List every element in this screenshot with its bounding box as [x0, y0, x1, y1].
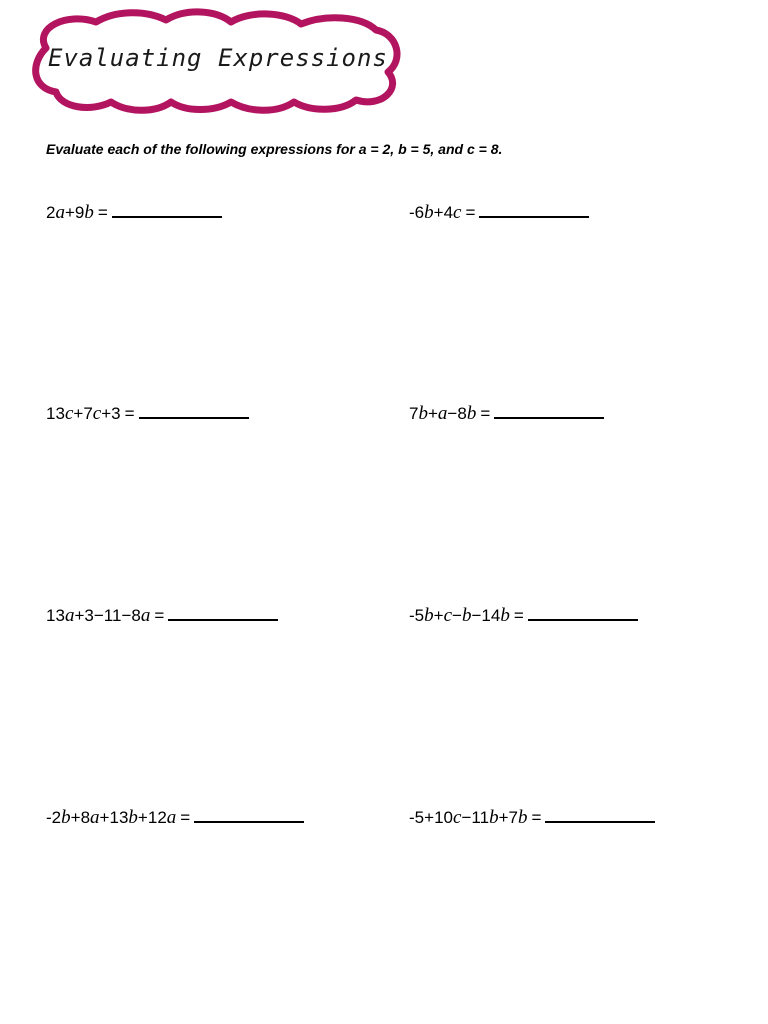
problem-8-answer-blank[interactable] — [545, 820, 655, 823]
problem-6-expression: -5b+c−b−14b — [409, 605, 510, 626]
instructions-c-var: c — [466, 141, 475, 157]
variable-b: b — [466, 403, 477, 424]
problem-4-answer-blank[interactable] — [494, 416, 604, 419]
variable-b: b — [84, 202, 94, 223]
problem-6-answer-blank[interactable] — [528, 618, 638, 621]
variable-b: b — [489, 807, 499, 828]
problem-6 — [409, 605, 638, 627]
problem-4 — [409, 403, 604, 425]
variable-b: b — [128, 807, 138, 828]
problem-2 — [409, 202, 589, 224]
variable-a: a — [140, 605, 151, 626]
problem-5-answer-blank[interactable] — [168, 618, 278, 621]
variable-a: a — [55, 202, 65, 223]
variable-a: a — [437, 403, 448, 424]
variable-c: c — [64, 403, 74, 424]
problem-7 — [46, 807, 304, 829]
problem-2-expression: -6b+4c — [409, 202, 462, 223]
instructions-b-value: = 5, and — [406, 141, 467, 157]
problem-1-answer-blank[interactable] — [112, 215, 222, 218]
problem-3-answer-blank[interactable] — [139, 416, 249, 419]
problem-7-answer-blank[interactable] — [194, 820, 304, 823]
instructions-prefix: Evaluate each of the following expressions for — [46, 141, 359, 157]
instructions-a-value: = 2, — [366, 141, 399, 157]
variable-b: b — [424, 202, 434, 223]
title-cloud — [26, 8, 406, 118]
problem-8 — [409, 807, 655, 829]
problem-5-expression: 13a+3−11−8a — [46, 605, 151, 626]
problem-4-expression: 7b+a−8b — [409, 403, 477, 424]
variable-a: a — [64, 605, 75, 626]
problem-5-equals: = — [154, 606, 165, 625]
variable-b: b — [424, 605, 434, 626]
problem-1 — [46, 202, 222, 224]
problem-6-equals: = — [513, 606, 524, 625]
problem-8-equals: = — [531, 808, 542, 827]
instructions-a-var: a — [358, 141, 367, 157]
problem-4-equals: = — [480, 404, 491, 423]
problem-7-equals: = — [180, 808, 191, 827]
variable-a: a — [166, 807, 177, 828]
problem-3 — [46, 403, 249, 425]
variable-b: b — [61, 807, 71, 828]
variable-b: b — [517, 807, 528, 828]
variable-b: b — [418, 403, 428, 424]
page-title: Evaluating Expressions — [48, 44, 388, 72]
problem-8-expression: -5+10c−11b+7b — [409, 807, 528, 828]
variable-b: b — [461, 605, 472, 626]
variable-c: c — [443, 605, 453, 626]
variable-c: c — [453, 202, 462, 223]
problem-2-equals: = — [465, 203, 476, 222]
problem-1-equals: = — [97, 203, 108, 222]
problem-5 — [46, 605, 278, 627]
problem-3-expression: 13c+7c+3 — [46, 403, 121, 424]
variable-a: a — [90, 807, 100, 828]
problem-7-expression: -2b+8a+13b+12a — [46, 807, 177, 828]
instructions-b-var: b — [398, 141, 407, 157]
problem-1-expression: 2a+9b — [46, 202, 94, 223]
instructions-text — [46, 141, 502, 157]
variable-b: b — [500, 605, 510, 626]
variable-c: c — [453, 807, 462, 828]
instructions-c-value: = 8. — [474, 141, 503, 157]
problem-2-answer-blank[interactable] — [479, 215, 589, 218]
problem-3-equals: = — [124, 404, 135, 423]
variable-c: c — [92, 403, 102, 424]
